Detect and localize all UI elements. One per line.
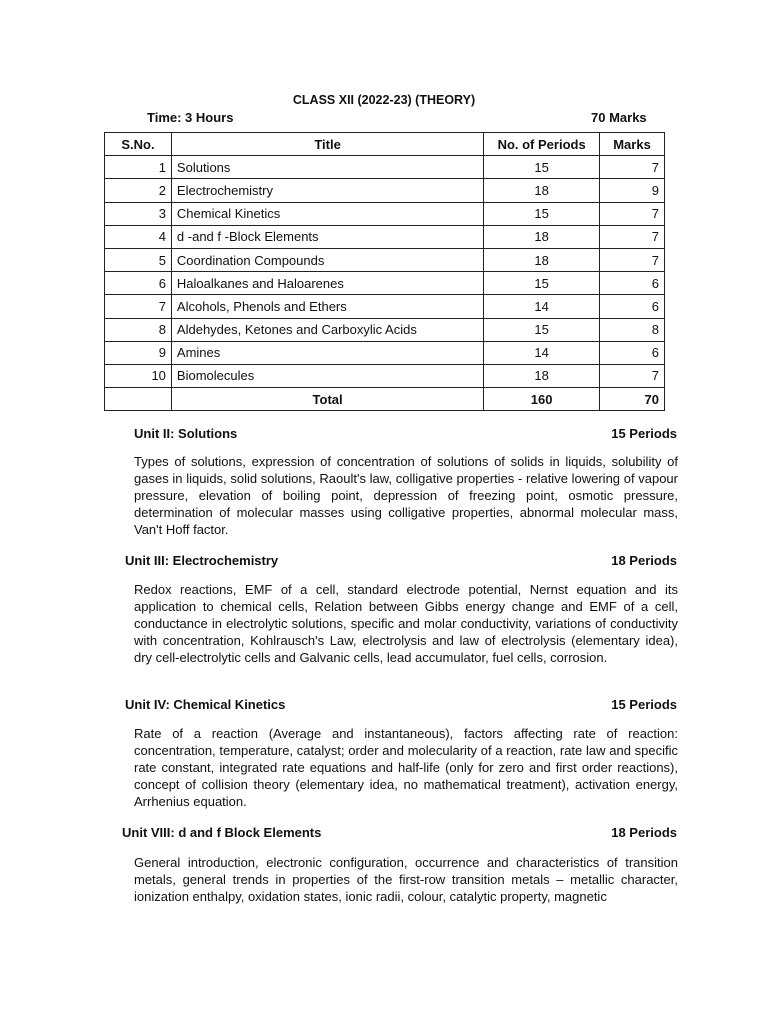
unit-description: Rate of a reaction (Average and instantaneous), factors affecting rate of reaction: concentration, temperature, catalyst; order and molecularity of a reaction, rate law and specific rate constant, integrated rate equations and half-life (only for zero and first order reactions), concept of collision theory (elementary idea, no mathematical treatment), activation energy, Arrhenius equation. xyxy=(134,726,678,809)
table-row xyxy=(105,295,665,318)
cell-marks: 7 xyxy=(600,248,665,271)
cell-periods: 18 xyxy=(484,248,600,271)
unit-name: Unit VIII: d and f Block Elements xyxy=(122,825,322,840)
cell-sno: 4 xyxy=(105,225,172,248)
page-title: CLASS XII (2022-23) (THEORY) xyxy=(292,93,476,107)
table-row xyxy=(105,179,665,202)
header-marks: Marks xyxy=(600,133,665,156)
table-total-row xyxy=(105,388,665,411)
unit-name: Unit II: Solutions xyxy=(134,426,238,441)
table-row xyxy=(105,248,665,271)
cell-empty xyxy=(105,388,172,411)
table-row xyxy=(105,225,665,248)
cell-title: Amines xyxy=(171,341,483,364)
cell-title: Solutions xyxy=(171,156,483,179)
cell-title: Biomolecules xyxy=(171,364,483,387)
cell-title: Aldehydes, Ketones and Carboxylic Acids xyxy=(171,318,483,341)
unit-name: Unit IV: Chemical Kinetics xyxy=(125,697,286,712)
cell-title: Coordination Compounds xyxy=(171,248,483,271)
cell-periods: 18 xyxy=(484,225,600,248)
cell-marks: 6 xyxy=(600,272,665,295)
header-sno: S.No. xyxy=(105,133,172,156)
cell-title: d -and f -Block Elements xyxy=(171,225,483,248)
cell-sno: 7 xyxy=(105,295,172,318)
cell-periods: 18 xyxy=(484,364,600,387)
cell-sno: 5 xyxy=(105,248,172,271)
cell-title: Electrochemistry xyxy=(171,179,483,202)
table-body xyxy=(105,156,665,411)
cell-marks: 6 xyxy=(600,341,665,364)
cell-sno: 10 xyxy=(105,364,172,387)
cell-periods: 18 xyxy=(484,179,600,202)
unit-description: General introduction, electronic configuration, occurrence and characteristics of transition metals, general trends in properties of the first-row transition metals – metallic character, ionization enthalpy, oxidation states, ionic radii, colour, catalytic property, magnetic xyxy=(134,855,678,904)
cell-periods: 15 xyxy=(484,318,600,341)
cell-periods: 15 xyxy=(484,156,600,179)
header-periods: No. of Periods xyxy=(484,133,600,156)
cell-marks: 7 xyxy=(600,202,665,225)
cell-sno: 9 xyxy=(105,341,172,364)
cell-marks: 7 xyxy=(600,156,665,179)
cell-marks: 7 xyxy=(600,225,665,248)
cell-title: Alcohols, Phenols and Ethers xyxy=(171,295,483,318)
cell-marks: 8 xyxy=(600,318,665,341)
cell-periods: 14 xyxy=(484,295,600,318)
cell-marks: 6 xyxy=(600,295,665,318)
unit-periods: 15 Periods xyxy=(611,426,677,441)
cell-sno: 1 xyxy=(105,156,172,179)
cell-periods: 15 xyxy=(484,202,600,225)
cell-marks: 7 xyxy=(600,364,665,387)
unit-description: Redox reactions, EMF of a cell, standard electrode potential, Nernst equation and its application to chemical cells, Relation between Gibbs energy change and EMF of a cell, conductance in electrolytic solutions, specific and molar conductivity, variations of conductivity with concentration, Kohlrausch's Law, electrolysis and law of electrolysis (elementary idea), dry cell-electrolytic cells and Galvanic cells, lead accumulator, fuel cells, corrosion. xyxy=(134,582,678,665)
table-row xyxy=(105,364,665,387)
cell-marks: 9 xyxy=(600,179,665,202)
cell-sno: 8 xyxy=(105,318,172,341)
table-row xyxy=(105,202,665,225)
exam-time: Time: 3 Hours xyxy=(147,110,234,125)
cell-periods: 15 xyxy=(484,272,600,295)
table-row xyxy=(105,341,665,364)
total-periods: 160 xyxy=(484,388,600,411)
total-label: Total xyxy=(171,388,483,411)
cell-periods: 14 xyxy=(484,341,600,364)
unit-periods: 18 Periods xyxy=(611,553,677,568)
unit-description: Types of solutions, expression of concentration of solutions of solids in liquids, solubility of gases in liquids, solid solutions, Raoult's law, colligative properties - relative lowering of vapour pressure, elevation of boiling point, depression of freezing point, osmotic pressure, determination of molecular masses using colligative properties, abnormal molecular mass, Van't Hoff factor. xyxy=(134,454,678,537)
cell-title: Chemical Kinetics xyxy=(171,202,483,225)
cell-sno: 6 xyxy=(105,272,172,295)
unit-periods: 18 Periods xyxy=(611,825,677,840)
syllabus-table xyxy=(104,132,665,411)
table-row xyxy=(105,318,665,341)
unit-name: Unit III: Electrochemistry xyxy=(125,553,279,568)
table-row xyxy=(105,156,665,179)
table-row xyxy=(105,272,665,295)
cell-sno: 2 xyxy=(105,179,172,202)
header-title: Title xyxy=(171,133,483,156)
cell-sno: 3 xyxy=(105,202,172,225)
table-header-row xyxy=(105,133,665,156)
unit-periods: 15 Periods xyxy=(611,697,677,712)
cell-title: Haloalkanes and Haloarenes xyxy=(171,272,483,295)
total-marks: 70 xyxy=(600,388,665,411)
total-marks: 70 Marks xyxy=(591,110,647,125)
